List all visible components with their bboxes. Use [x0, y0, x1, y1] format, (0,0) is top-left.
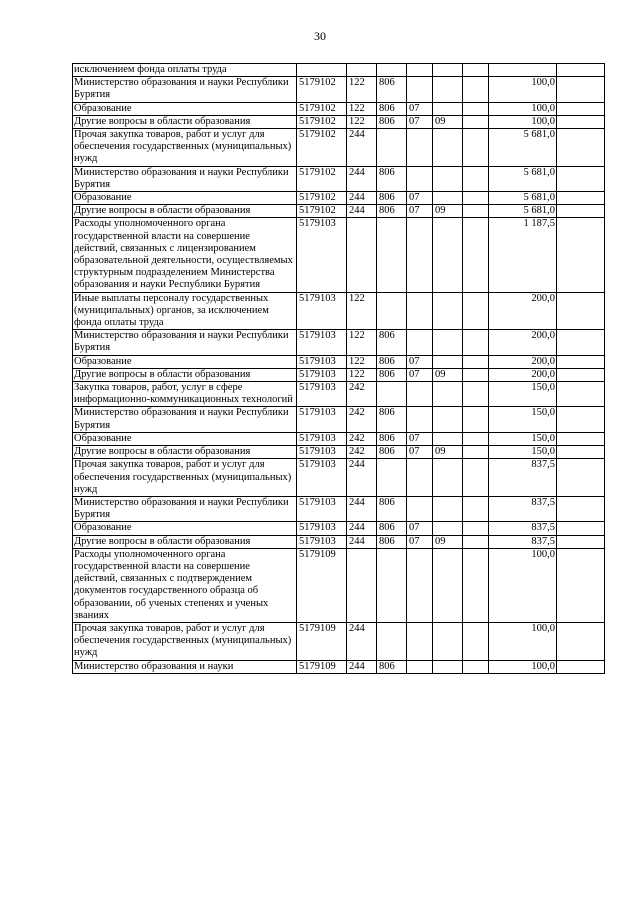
- cell-name: Министерство образования и науки: [73, 660, 297, 673]
- cell-amount: 200,0: [489, 368, 557, 381]
- cell-empty: [463, 522, 489, 535]
- cell-section: 07: [407, 522, 433, 535]
- cell-expense-type: 242: [347, 446, 377, 459]
- cell-empty-tail: [557, 382, 605, 407]
- cell-expense-type: 122: [347, 77, 377, 102]
- cell-subsection: [433, 64, 463, 77]
- cell-amount: 1 187,5: [489, 218, 557, 292]
- cell-expense-type: [347, 64, 377, 77]
- cell-ministry-code: 806: [377, 660, 407, 673]
- cell-expense-type: 244: [347, 129, 377, 167]
- cell-ministry-code: 806: [377, 446, 407, 459]
- cell-subsection: [433, 622, 463, 660]
- cell-empty-tail: [557, 330, 605, 355]
- cell-empty-tail: [557, 407, 605, 432]
- cell-empty-tail: [557, 496, 605, 521]
- cell-expense-type: 244: [347, 660, 377, 673]
- cell-subsection: [433, 459, 463, 497]
- cell-ministry-code: 806: [377, 115, 407, 128]
- cell-target-article: 5179103: [297, 292, 347, 330]
- table-body: [73, 64, 605, 674]
- cell-subsection: [433, 192, 463, 205]
- table-row: [73, 292, 605, 330]
- cell-subsection: [433, 432, 463, 445]
- cell-amount: 837,5: [489, 535, 557, 548]
- cell-subsection: [433, 292, 463, 330]
- cell-target-article: 5179102: [297, 77, 347, 102]
- cell-section: 07: [407, 205, 433, 218]
- cell-ministry-code: [377, 548, 407, 622]
- cell-empty: [463, 129, 489, 167]
- cell-subsection: [433, 330, 463, 355]
- cell-ministry-code: 806: [377, 407, 407, 432]
- cell-expense-type: 122: [347, 292, 377, 330]
- table-row: [73, 522, 605, 535]
- cell-target-article: 5179103: [297, 382, 347, 407]
- cell-empty: [463, 459, 489, 497]
- cell-subsection: [433, 548, 463, 622]
- table-row: [73, 368, 605, 381]
- cell-amount: 5 681,0: [489, 129, 557, 167]
- cell-name: Прочая закупка товаров, работ и услуг для обеспечения государственных (муниципальных) нужд: [73, 129, 297, 167]
- cell-target-article: 5179102: [297, 115, 347, 128]
- cell-empty: [463, 660, 489, 673]
- cell-section: [407, 166, 433, 191]
- cell-ministry-code: [377, 382, 407, 407]
- cell-empty: [463, 77, 489, 102]
- cell-ministry-code: [377, 129, 407, 167]
- cell-ministry-code: [377, 64, 407, 77]
- table-row: [73, 115, 605, 128]
- cell-amount: 200,0: [489, 355, 557, 368]
- cell-target-article: [297, 64, 347, 77]
- table-row: [73, 459, 605, 497]
- cell-target-article: 5179109: [297, 622, 347, 660]
- cell-empty: [463, 205, 489, 218]
- cell-empty-tail: [557, 535, 605, 548]
- cell-empty-tail: [557, 166, 605, 191]
- cell-empty: [463, 368, 489, 381]
- cell-expense-type: 244: [347, 496, 377, 521]
- cell-empty: [463, 535, 489, 548]
- cell-expense-type: 244: [347, 459, 377, 497]
- cell-name: Образование: [73, 192, 297, 205]
- cell-target-article: 5179103: [297, 407, 347, 432]
- cell-subsection: 09: [433, 446, 463, 459]
- cell-amount: 5 681,0: [489, 192, 557, 205]
- cell-expense-type: 122: [347, 368, 377, 381]
- cell-ministry-code: 806: [377, 205, 407, 218]
- cell-name: Иные выплаты персоналу государственных (муниципальных) органов, за исключением фонда оплаты труда: [73, 292, 297, 330]
- cell-section: [407, 77, 433, 102]
- cell-amount: 100,0: [489, 622, 557, 660]
- cell-subsection: [433, 522, 463, 535]
- cell-expense-type: 122: [347, 330, 377, 355]
- cell-empty-tail: [557, 548, 605, 622]
- cell-name: Образование: [73, 522, 297, 535]
- cell-subsection: 09: [433, 205, 463, 218]
- cell-target-article: 5179103: [297, 218, 347, 292]
- cell-empty: [463, 355, 489, 368]
- table-row: [73, 192, 605, 205]
- cell-target-article: 5179103: [297, 446, 347, 459]
- cell-empty-tail: [557, 64, 605, 77]
- cell-amount: 5 681,0: [489, 166, 557, 191]
- cell-section: [407, 382, 433, 407]
- cell-name: Министерство образования и науки Республики Бурятия: [73, 407, 297, 432]
- cell-amount: 100,0: [489, 102, 557, 115]
- cell-empty-tail: [557, 115, 605, 128]
- cell-subsection: 09: [433, 115, 463, 128]
- cell-name: Другие вопросы в области образования: [73, 115, 297, 128]
- cell-ministry-code: 806: [377, 192, 407, 205]
- table-row: [73, 355, 605, 368]
- budget-table: [72, 63, 605, 674]
- cell-empty: [463, 192, 489, 205]
- table-row: [73, 64, 605, 77]
- cell-empty: [463, 622, 489, 660]
- cell-amount: 150,0: [489, 432, 557, 445]
- cell-amount: 150,0: [489, 407, 557, 432]
- cell-subsection: [433, 496, 463, 521]
- cell-ministry-code: 806: [377, 522, 407, 535]
- cell-target-article: 5179103: [297, 535, 347, 548]
- table-row: [73, 407, 605, 432]
- page-number: 30: [314, 29, 326, 43]
- cell-amount: 100,0: [489, 660, 557, 673]
- cell-expense-type: 244: [347, 166, 377, 191]
- cell-name: Другие вопросы в области образования: [73, 205, 297, 218]
- cell-ministry-code: [377, 218, 407, 292]
- cell-target-article: 5179109: [297, 660, 347, 673]
- cell-expense-type: 242: [347, 407, 377, 432]
- cell-subsection: [433, 355, 463, 368]
- cell-name: Расходы уполномоченного органа государственной власти на совершение действий, связанных с подтверждением документов государственного образца об образовании, об ученых степенях и ученых званиях: [73, 548, 297, 622]
- cell-empty-tail: [557, 129, 605, 167]
- cell-target-article: 5179103: [297, 522, 347, 535]
- cell-expense-type: [347, 218, 377, 292]
- cell-amount: 5 681,0: [489, 205, 557, 218]
- cell-section: [407, 496, 433, 521]
- cell-name: Министерство образования и науки Республики Бурятия: [73, 166, 297, 191]
- cell-amount: 150,0: [489, 382, 557, 407]
- cell-expense-type: 122: [347, 102, 377, 115]
- cell-section: [407, 459, 433, 497]
- cell-empty-tail: [557, 660, 605, 673]
- cell-section: 07: [407, 102, 433, 115]
- cell-target-article: 5179102: [297, 205, 347, 218]
- table-row: [73, 205, 605, 218]
- cell-section: [407, 292, 433, 330]
- cell-target-article: 5179102: [297, 192, 347, 205]
- table-row: [73, 548, 605, 622]
- cell-empty: [463, 496, 489, 521]
- cell-section: 07: [407, 115, 433, 128]
- cell-section: [407, 407, 433, 432]
- cell-target-article: 5179103: [297, 368, 347, 381]
- cell-ministry-code: 806: [377, 77, 407, 102]
- cell-target-article: 5179103: [297, 355, 347, 368]
- cell-amount: 837,5: [489, 522, 557, 535]
- cell-section: 07: [407, 446, 433, 459]
- cell-empty: [463, 382, 489, 407]
- cell-empty-tail: [557, 522, 605, 535]
- cell-subsection: [433, 382, 463, 407]
- cell-expense-type: 244: [347, 622, 377, 660]
- cell-subsection: 09: [433, 535, 463, 548]
- cell-amount: 100,0: [489, 115, 557, 128]
- cell-ministry-code: 806: [377, 166, 407, 191]
- cell-empty-tail: [557, 368, 605, 381]
- cell-ministry-code: 806: [377, 355, 407, 368]
- cell-ministry-code: [377, 622, 407, 660]
- cell-target-article: 5179102: [297, 166, 347, 191]
- cell-name: Образование: [73, 432, 297, 445]
- cell-expense-type: 122: [347, 115, 377, 128]
- cell-expense-type: 244: [347, 205, 377, 218]
- cell-empty: [463, 407, 489, 432]
- cell-target-article: 5179103: [297, 330, 347, 355]
- cell-expense-type: 244: [347, 192, 377, 205]
- cell-section: 07: [407, 432, 433, 445]
- cell-expense-type: 242: [347, 382, 377, 407]
- cell-amount: 837,5: [489, 459, 557, 497]
- cell-section: [407, 548, 433, 622]
- cell-amount: 100,0: [489, 548, 557, 622]
- cell-subsection: [433, 218, 463, 292]
- cell-empty-tail: [557, 102, 605, 115]
- cell-amount: 837,5: [489, 496, 557, 521]
- cell-subsection: [433, 77, 463, 102]
- cell-section: 07: [407, 368, 433, 381]
- cell-name: Другие вопросы в области образования: [73, 535, 297, 548]
- cell-empty-tail: [557, 446, 605, 459]
- cell-expense-type: 244: [347, 522, 377, 535]
- cell-ministry-code: 806: [377, 368, 407, 381]
- cell-name: Прочая закупка товаров, работ и услуг для обеспечения государственных (муниципальных) нужд: [73, 622, 297, 660]
- cell-amount: [489, 64, 557, 77]
- table-row: [73, 622, 605, 660]
- cell-section: 07: [407, 192, 433, 205]
- table-row: [73, 382, 605, 407]
- cell-empty: [463, 102, 489, 115]
- cell-ministry-code: [377, 292, 407, 330]
- table-row: [73, 330, 605, 355]
- cell-name: Расходы уполномоченного органа государственной власти на совершение действий, связанных с лицензированием образовательной деятельности, осуществляемых структурным подразделением Министерства образования и науки Республики Бурятия: [73, 218, 297, 292]
- table-row: [73, 432, 605, 445]
- cell-amount: 100,0: [489, 77, 557, 102]
- cell-expense-type: [347, 548, 377, 622]
- cell-ministry-code: 806: [377, 102, 407, 115]
- cell-empty-tail: [557, 77, 605, 102]
- cell-section: [407, 622, 433, 660]
- cell-section: [407, 218, 433, 292]
- cell-empty-tail: [557, 205, 605, 218]
- cell-section: [407, 129, 433, 167]
- cell-name: Другие вопросы в области образования: [73, 368, 297, 381]
- cell-empty: [463, 432, 489, 445]
- cell-subsection: [433, 660, 463, 673]
- table-row: [73, 218, 605, 292]
- cell-empty: [463, 115, 489, 128]
- cell-name: Министерство образования и науки Республики Бурятия: [73, 77, 297, 102]
- cell-empty-tail: [557, 622, 605, 660]
- cell-ministry-code: 806: [377, 432, 407, 445]
- cell-empty-tail: [557, 192, 605, 205]
- cell-ministry-code: [377, 459, 407, 497]
- cell-expense-type: 122: [347, 355, 377, 368]
- cell-target-article: 5179102: [297, 129, 347, 167]
- table-row: [73, 535, 605, 548]
- table-row: [73, 660, 605, 673]
- table-row: [73, 496, 605, 521]
- cell-subsection: [433, 102, 463, 115]
- cell-name: Министерство образования и науки Республики Бурятия: [73, 330, 297, 355]
- cell-amount: 200,0: [489, 330, 557, 355]
- table-row: [73, 166, 605, 191]
- cell-ministry-code: 806: [377, 535, 407, 548]
- cell-ministry-code: 806: [377, 496, 407, 521]
- cell-section: [407, 330, 433, 355]
- cell-name: Образование: [73, 102, 297, 115]
- cell-target-article: 5179102: [297, 102, 347, 115]
- cell-empty-tail: [557, 459, 605, 497]
- cell-empty-tail: [557, 218, 605, 292]
- cell-name: исключением фонда оплаты труда: [73, 64, 297, 77]
- cell-section: 07: [407, 355, 433, 368]
- cell-subsection: [433, 407, 463, 432]
- cell-name: Министерство образования и науки Республики Бурятия: [73, 496, 297, 521]
- cell-expense-type: 244: [347, 535, 377, 548]
- cell-name: Образование: [73, 355, 297, 368]
- cell-name: Прочая закупка товаров, работ и услуг для обеспечения государственных (муниципальных) нужд: [73, 459, 297, 497]
- cell-section: [407, 660, 433, 673]
- cell-empty: [463, 218, 489, 292]
- cell-empty: [463, 292, 489, 330]
- cell-name: Закупка товаров, работ, услуг в сфере информационно-коммуникационных технологий: [73, 382, 297, 407]
- table-row: [73, 102, 605, 115]
- table-row: [73, 129, 605, 167]
- cell-subsection: 09: [433, 368, 463, 381]
- cell-target-article: 5179103: [297, 496, 347, 521]
- cell-empty: [463, 166, 489, 191]
- cell-subsection: [433, 166, 463, 191]
- cell-subsection: [433, 129, 463, 167]
- cell-ministry-code: 806: [377, 330, 407, 355]
- cell-target-article: 5179109: [297, 548, 347, 622]
- cell-name: Другие вопросы в области образования: [73, 446, 297, 459]
- cell-target-article: 5179103: [297, 432, 347, 445]
- cell-amount: 200,0: [489, 292, 557, 330]
- cell-expense-type: 242: [347, 432, 377, 445]
- table-row: [73, 77, 605, 102]
- cell-section: 07: [407, 535, 433, 548]
- cell-empty-tail: [557, 292, 605, 330]
- cell-empty: [463, 64, 489, 77]
- cell-section: [407, 64, 433, 77]
- cell-empty-tail: [557, 432, 605, 445]
- cell-empty: [463, 446, 489, 459]
- table-row: [73, 446, 605, 459]
- cell-amount: 150,0: [489, 446, 557, 459]
- cell-empty: [463, 548, 489, 622]
- cell-empty: [463, 330, 489, 355]
- cell-target-article: 5179103: [297, 459, 347, 497]
- cell-empty-tail: [557, 355, 605, 368]
